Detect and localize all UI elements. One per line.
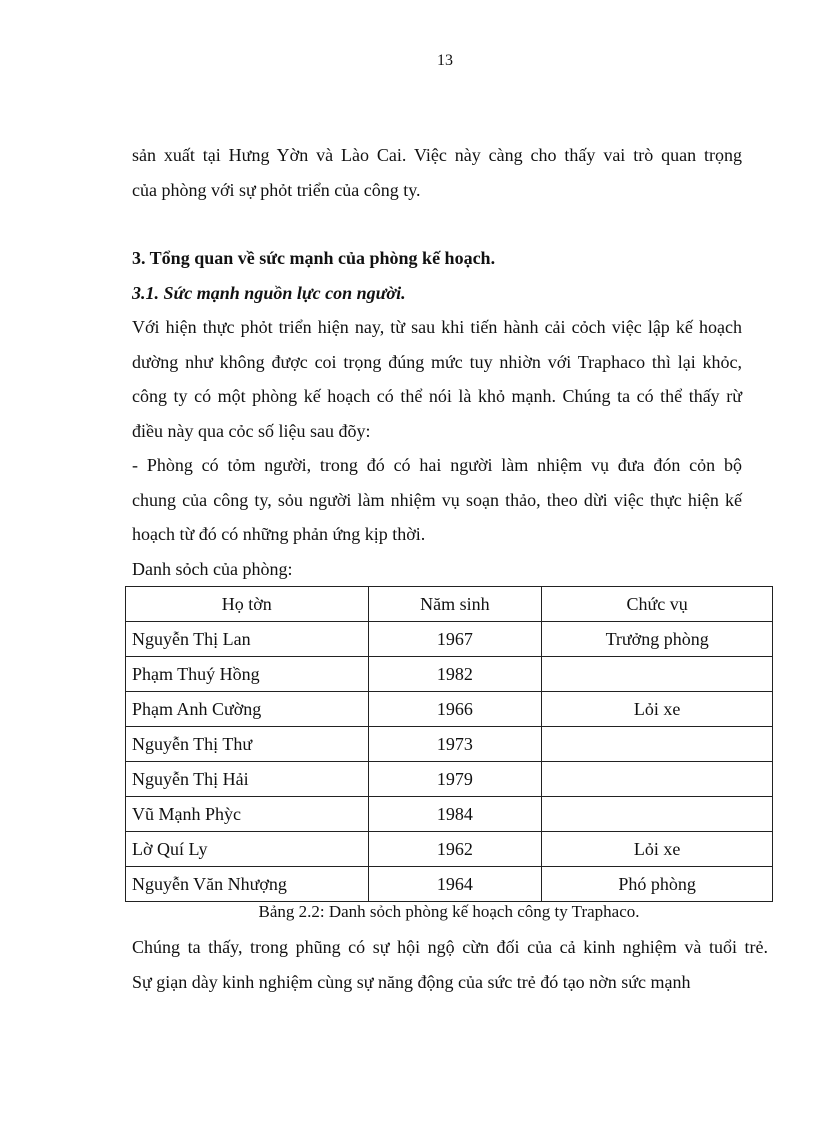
text-line: điều này qua cỏc số liệu sau đõy: <box>132 420 371 441</box>
cell-position <box>542 797 773 832</box>
cell-birth-year: 1973 <box>368 727 542 762</box>
text-line: công ty có một phòng kế hoạch có thể nói là khỏ mạnh. Chúng ta có thể thấy rừ <box>132 386 742 406</box>
spacer <box>132 207 742 241</box>
cell-birth-year: 1982 <box>368 657 542 692</box>
text-line: dường như không được coi trọng đúng mức tuy nhiờn với Traphaco thì lại khỏc, <box>132 351 742 372</box>
text-line: sản xuất tại Hưng Yờn và Lào Cai. Việc này càng cho thấy vai trò quan trọng <box>132 145 742 165</box>
cell-birth-year: 1964 <box>368 867 542 902</box>
column-header-position: Chức vụ <box>542 587 773 622</box>
table-row <box>126 832 773 867</box>
cell-name: Nguyễn Thị Hải <box>126 762 369 797</box>
cell-position <box>542 727 773 762</box>
cell-name: Phạm Thuý Hồng <box>126 657 369 692</box>
text-line: Với hiện thực phỏt triển hiện nay, từ sau khi tiến hành cải cỏch việc lập kế hoạch <box>132 317 742 337</box>
cell-position: Phó phòng <box>542 867 773 902</box>
cell-position: Lỏi xe <box>542 692 773 727</box>
table-row <box>126 762 773 797</box>
cell-name: Phạm Anh Cường <box>126 692 369 727</box>
cell-name: Nguyễn Thị Thư <box>126 727 369 762</box>
text-line: Chúng ta thấy, trong phũng có sự hội ngộ cừn đối của cả kinh nghiệm và tuổi trẻ. <box>132 937 768 957</box>
table-row <box>126 727 773 762</box>
column-header-name: Họ tờn <box>126 587 369 622</box>
table-row <box>126 657 773 692</box>
cell-name: Nguyễn Văn Nhượng <box>126 867 369 902</box>
cell-position: Lỏi xe <box>542 832 773 867</box>
cell-position <box>542 657 773 692</box>
cell-name: Lờ Quí Ly <box>126 832 369 867</box>
document-body <box>132 138 742 586</box>
cell-name: Vũ Mạnh Phỳc <box>126 797 369 832</box>
text-line: Sự giạn dày kinh nghiệm cùng sự năng động của sức trẻ đó tạo nờn sức mạnh <box>132 971 691 992</box>
column-header-birth-year: Năm sinh <box>368 587 542 622</box>
cell-position <box>542 762 773 797</box>
staff-table <box>125 586 773 902</box>
text-line: chung của công ty, sỏu người làm nhiệm vụ soạn thảo, theo dừi việc thực hiện kế <box>132 489 742 510</box>
subsection-heading: 3.1. Sức mạnh nguồn lực con người. <box>132 282 406 303</box>
table-header-row <box>126 587 773 622</box>
table-caption: Bảng 2.2: Danh sỏch phòng kế hoạch công ty Traphaco. <box>258 902 640 921</box>
intro-paragraph <box>132 138 742 207</box>
cell-position: Trưởng phòng <box>542 622 773 657</box>
table-row <box>126 622 773 657</box>
text-line: của phòng với sự phỏt triển của công ty. <box>132 179 421 200</box>
cell-birth-year: 1967 <box>368 622 542 657</box>
text-line: Danh sỏch của phòng: <box>132 558 293 579</box>
paragraph-staff-roles <box>132 448 742 552</box>
table-row <box>126 692 773 727</box>
cell-birth-year: 1979 <box>368 762 542 797</box>
text-line: hoạch từ đó có những phản ứng kịp thời. <box>132 524 426 544</box>
cell-birth-year: 1966 <box>368 692 542 727</box>
cell-birth-year: 1984 <box>368 797 542 832</box>
page-number: 13 <box>437 52 453 69</box>
cell-name: Nguyễn Thị Lan <box>126 622 369 657</box>
paragraph-human-resources <box>132 310 742 448</box>
conclusion-paragraph <box>132 930 768 999</box>
table-row <box>126 797 773 832</box>
section-heading: 3. Tổng quan về sức mạnh của phòng kế hoạch. <box>132 248 496 268</box>
staff-list-label <box>132 552 742 587</box>
cell-birth-year: 1962 <box>368 832 542 867</box>
table-row <box>126 867 773 902</box>
text-line: - Phòng có tỏm người, trong đó có hai người làm nhiệm vụ đưa đón cỏn bộ <box>132 455 742 475</box>
